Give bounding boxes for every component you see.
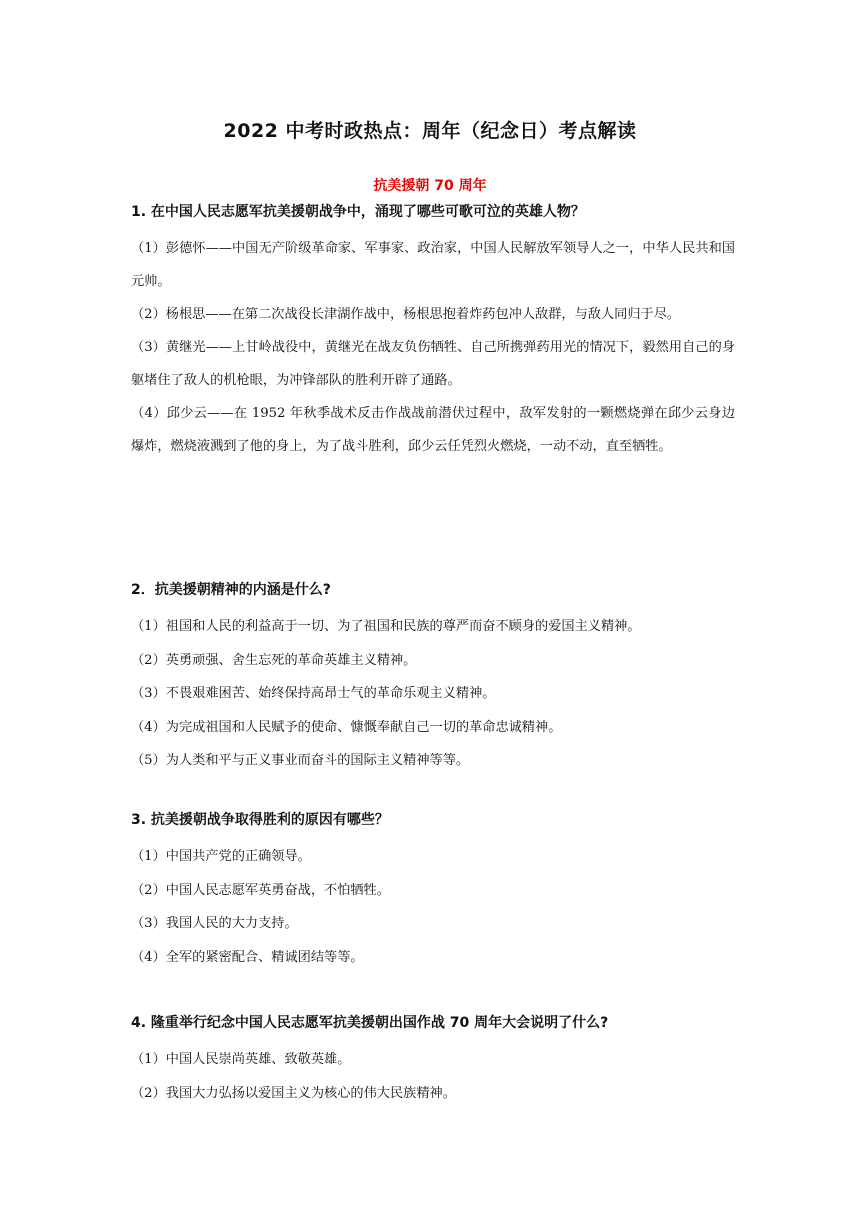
answer-item: （3）不畏艰难困苦、始终保持高昂士气的革命乐观主义精神。 <box>131 686 496 701</box>
answer-item: （4）为完成祖国和人民赋予的使命、慷慨奉献自己一切的革命忠诚精神。 <box>131 719 562 735</box>
answer-item: （1）中国共产党的正确领导。 <box>131 849 311 864</box>
answer-item: （3）我国人民的大力支持。 <box>131 916 298 931</box>
answer-item: （2）中国人民志愿军英勇奋战，不怕牺牲。 <box>131 882 390 898</box>
answer-item: （2）英勇顽强、舍生忘死的革命英雄主义精神。 <box>131 652 417 668</box>
answer-item: （4）全军的紧密配合、精诚团结等等。 <box>131 949 364 965</box>
question-title: 4. 隆重举行纪念中国人民志愿军抗美援朝出国作战 70 周年大会说明了什么? <box>131 1015 609 1031</box>
answer-item: （1）祖国和人民的利益高于一切、为了祖国和民族的尊严而奋不顾身的爱国主义精神。 <box>131 619 641 634</box>
answer-item: （2）我国大力弘扬以爱国主义为核心的伟大民族精神。 <box>131 1085 456 1101</box>
question-section-3 <box>131 810 735 974</box>
question-title: 1. 在中国人民志愿军抗美援朝战争中，涌现了哪些可歌可泣的英雄人物？ <box>131 204 585 220</box>
question-title: 2．抗美援朝精神的内涵是什么? <box>131 582 331 598</box>
answer-item: （5）为人类和平与正义事业而奋斗的国际主义精神等等。 <box>131 753 470 768</box>
topic-subtitle: 抗美援朝 70 周年 <box>373 178 487 194</box>
question-title: 3. 抗美援朝战争取得胜利的原因有哪些？ <box>131 812 389 828</box>
answer-item: （1）中国人民崇尚英雄、致敬英雄。 <box>131 1052 351 1067</box>
answer-item: （4）邱少云——在 1952 年秋季战术反击作战战前潜伏过程中，敌军发射的一颗燃烧弹在邱少云身边爆炸，燃烧液溅到了他的身上，为了战斗胜利，邱少云任凭烈火燃烧，一动不动，直至牺牲。 <box>131 406 735 454</box>
answer-item: （2）杨根思——在第二次战役长津湖作战中，杨根思抱着炸药包冲人敌群，与敌人同归于尽。 <box>131 307 681 322</box>
question-section-1 <box>131 202 735 463</box>
answer-item: （3）黄继光——上甘岭战役中，黄继光在战友负伤牺牲、自己所携弹药用光的情况下，毅然用自己的身躯堵住了敌人的机枪眼，为冲锋部队的胜利开辟了通路。 <box>131 340 735 388</box>
answer-item: （1）彭德怀——中国无产阶级革命家、军事家、政治家，中国人民解放军领导人之一，中华人民共和国元帅。 <box>131 241 735 289</box>
document-title: 2022 中考时政热点：周年（纪念日）考点解读 <box>223 120 637 142</box>
question-section-4 <box>131 1013 735 1110</box>
question-section-2 <box>131 580 735 778</box>
